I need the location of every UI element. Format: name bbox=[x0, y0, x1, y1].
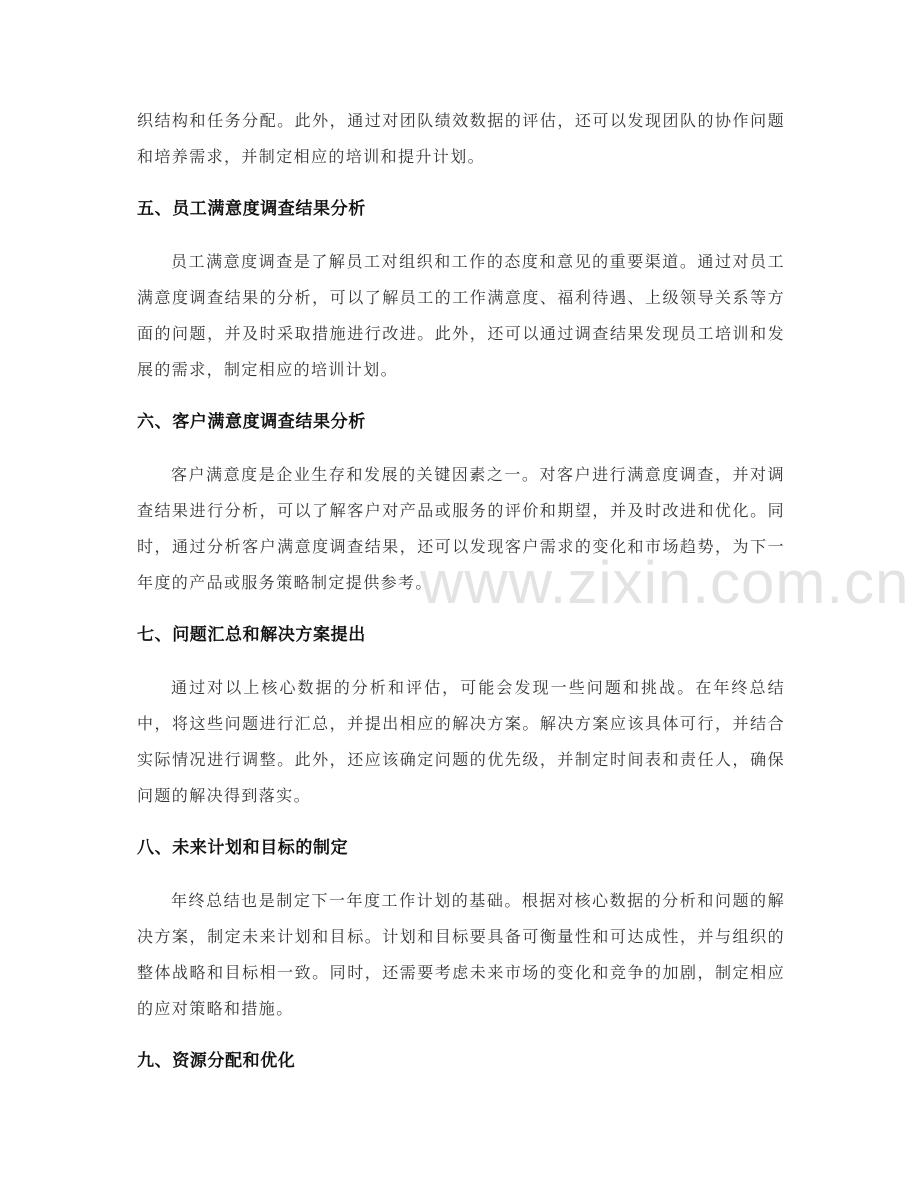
paragraph-intro-continuation: 织结构和任务分配。此外，通过对团队绩效数据的评估，还可以发现团队的协作问题和培养需求，并制定相应的培训和提升计划。 bbox=[137, 111, 785, 166]
section-8-heading: 八、未来计划和目标的制定 bbox=[137, 838, 349, 858]
document-content bbox=[137, 103, 785, 1079]
section-6-paragraph: 客户满意度是企业生存和发展的关键因素之一。对客户进行满意度调查，并对调查结果进行分析，可以了解客户对产品或服务的评价和期望，并及时改进和优化。同时，通过分析客户满意度调查结果，还可以发现客户需求的变化和市场趋势，为下一年度的产品或服务策略制定提供参考。 bbox=[137, 465, 785, 592]
section-5-heading: 五、员工满意度调查结果分析 bbox=[137, 199, 366, 219]
section-5-paragraph: 员工满意度调查是了解员工对组织和工作的态度和意见的重要渠道。通过对员工满意度调查结果的分析，可以了解员工的工作满意度、福利待遇、上级领导关系等方面的问题，并及时采取措施进行改进。此外，还可以通过调查结果发现员工培训和发展的需求，制定相应的培训计划。 bbox=[137, 252, 785, 379]
section-7-paragraph: 通过对以上核心数据的分析和评估，可能会发现一些问题和挑战。在年终总结中，将这些问题进行汇总，并提出相应的解决方案。解决方案应该具体可行，并结合实际情况进行调整。此外，还应该确定问题的优先级，并制定时间表和责任人，确保问题的解决得到落实。 bbox=[137, 678, 785, 805]
watermark: www.zixin.com.cn bbox=[420, 549, 910, 616]
section-6-heading: 六、客户满意度调查结果分析 bbox=[137, 412, 366, 432]
section-7-heading: 七、问题汇总和解决方案提出 bbox=[137, 625, 366, 645]
section-8-paragraph: 年终总结也是制定下一年度工作计划的基础。根据对核心数据的分析和问题的解决方案，制定未来计划和目标。计划和目标要具备可衡量性和可达成性，并与组织的整体战略和目标相一致。同时，还需要考虑未来市场的变化和竞争的加剧，制定相应的应对策略和措施。 bbox=[137, 891, 785, 1018]
section-9-heading: 九、资源分配和优化 bbox=[137, 1051, 296, 1071]
